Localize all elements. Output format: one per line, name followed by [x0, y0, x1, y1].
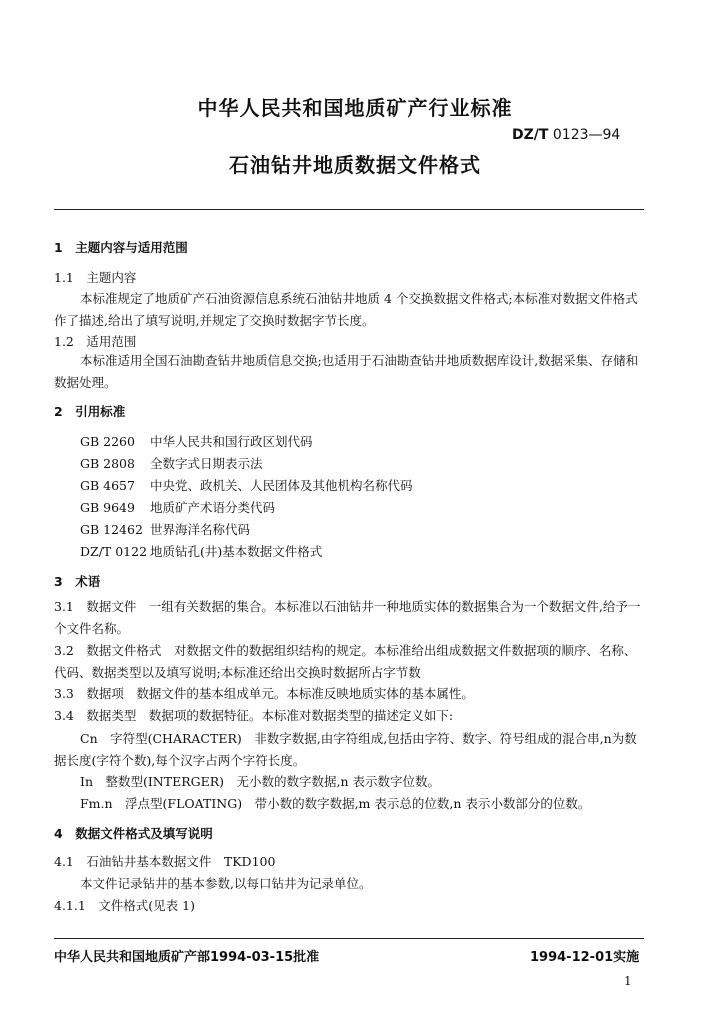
type-cn: Cn 字符型(CHARACTER) 非数字数据,由字符组成,包括由字符、数字、符号组成的混合串,n为数据长度(字符个数),每个汉字占两个字符长度。	[54, 731, 637, 768]
section-1-1-heading: 1.1 主题内容	[54, 270, 137, 285]
document-title: 石油钻井地质数据文件格式	[229, 153, 481, 177]
ref-code: DZ/T 0122	[80, 544, 148, 559]
standard-code-prefix: DZ/T	[512, 127, 549, 143]
footer-divider	[54, 938, 644, 939]
section-1-1-body: 本标准规定了地质矿产石油资源信息系统石油钻井地质 4 个交换数据文件格式;本标准对数据文件格式作了描述,给出了填写说明,并规定了交换时数据字节长度。	[54, 291, 638, 328]
ref-item	[80, 542, 322, 560]
section-2-heading: 2 引用标准	[54, 404, 126, 419]
type-fm: Fm.n 浮点型(FLOATING) 带小数的数字数据,m 表示总的位数,n 表示小数部分的位数。	[80, 796, 591, 811]
type-in: In 整数型(INTERGER) 无小数的数字数据,n 表示数字位数。	[80, 774, 441, 789]
approval-note: 中华人民共和国地质矿产部1994-03-15批准	[54, 950, 320, 965]
ref-name: 全数字式日期表示法	[150, 456, 263, 471]
ref-name: 中央党、政机关、人民团体及其他机构名称代码	[150, 478, 413, 493]
section-4-1-heading: 4.1 石油钻井基本数据文件 TKD100	[54, 854, 276, 869]
standard-code-number: 0123—94	[552, 127, 621, 143]
term-3-4: 3.4 数据类型 数据项的数据特征。本标准对数据类型的描述定义如下:	[54, 708, 454, 723]
ref-item	[80, 520, 250, 538]
ref-code: GB 9649	[80, 500, 135, 515]
header-divider	[54, 209, 644, 210]
ref-item	[80, 454, 263, 472]
section-1-2-body: 本标准适用全国石油勘查钻井地质信息交换;也适用于石油勘查钻井地质数据库设计,数据采集、存储和数据处理。	[54, 353, 639, 390]
ref-code: GB 2260	[80, 434, 135, 449]
ref-item	[80, 498, 275, 516]
section-1-heading: 1 主题内容与适用范围	[54, 240, 188, 255]
ref-name: 世界海洋名称代码	[150, 522, 251, 537]
section-4-heading: 4 数据文件格式及填写说明	[54, 826, 213, 841]
ref-name: 地质矿产术语分类代码	[150, 500, 276, 515]
ref-item	[80, 476, 413, 494]
issuer-title: 中华人民共和国地质矿产行业标准	[197, 96, 513, 120]
term-3-1: 3.1 数据文件 一组有关数据的集合。本标准以石油钻井一种地质实体的数据集合为一个数据文件,给予一个文件名称。	[54, 599, 641, 636]
ref-code: GB 12462	[80, 522, 143, 537]
term-3-3: 3.3 数据项 数据文件的基本组成单元。本标准反映地质实体的基本属性。	[54, 686, 474, 701]
ref-name: 中华人民共和国行政区划代码	[150, 434, 313, 449]
section-3-heading: 3 术语	[54, 574, 101, 589]
page-number: 1	[624, 974, 632, 988]
ref-code: GB 4657	[80, 478, 135, 493]
standard-code	[512, 127, 620, 143]
ref-name: 地质钻孔(井)基本数据文件格式	[150, 544, 323, 559]
section-1-2-heading: 1.2 适用范围	[54, 334, 137, 349]
implementation-date: 1994-12-01实施	[530, 950, 640, 965]
ref-code: GB 2808	[80, 456, 135, 471]
section-4-1-1: 4.1.1 文件格式(见表 1)	[54, 898, 195, 913]
section-4-1-body: 本文件记录钻井的基本参数,以每口钻井为记录单位。	[80, 876, 372, 891]
term-3-2: 3.2 数据文件格式 对数据文件的数据组织结构的规定。本标准给出组成数据文件数据项的顺序、名称、代码、数据类型以及填写说明;本标准还给出交换时数据所占字节数	[54, 643, 637, 680]
ref-item	[80, 432, 313, 450]
